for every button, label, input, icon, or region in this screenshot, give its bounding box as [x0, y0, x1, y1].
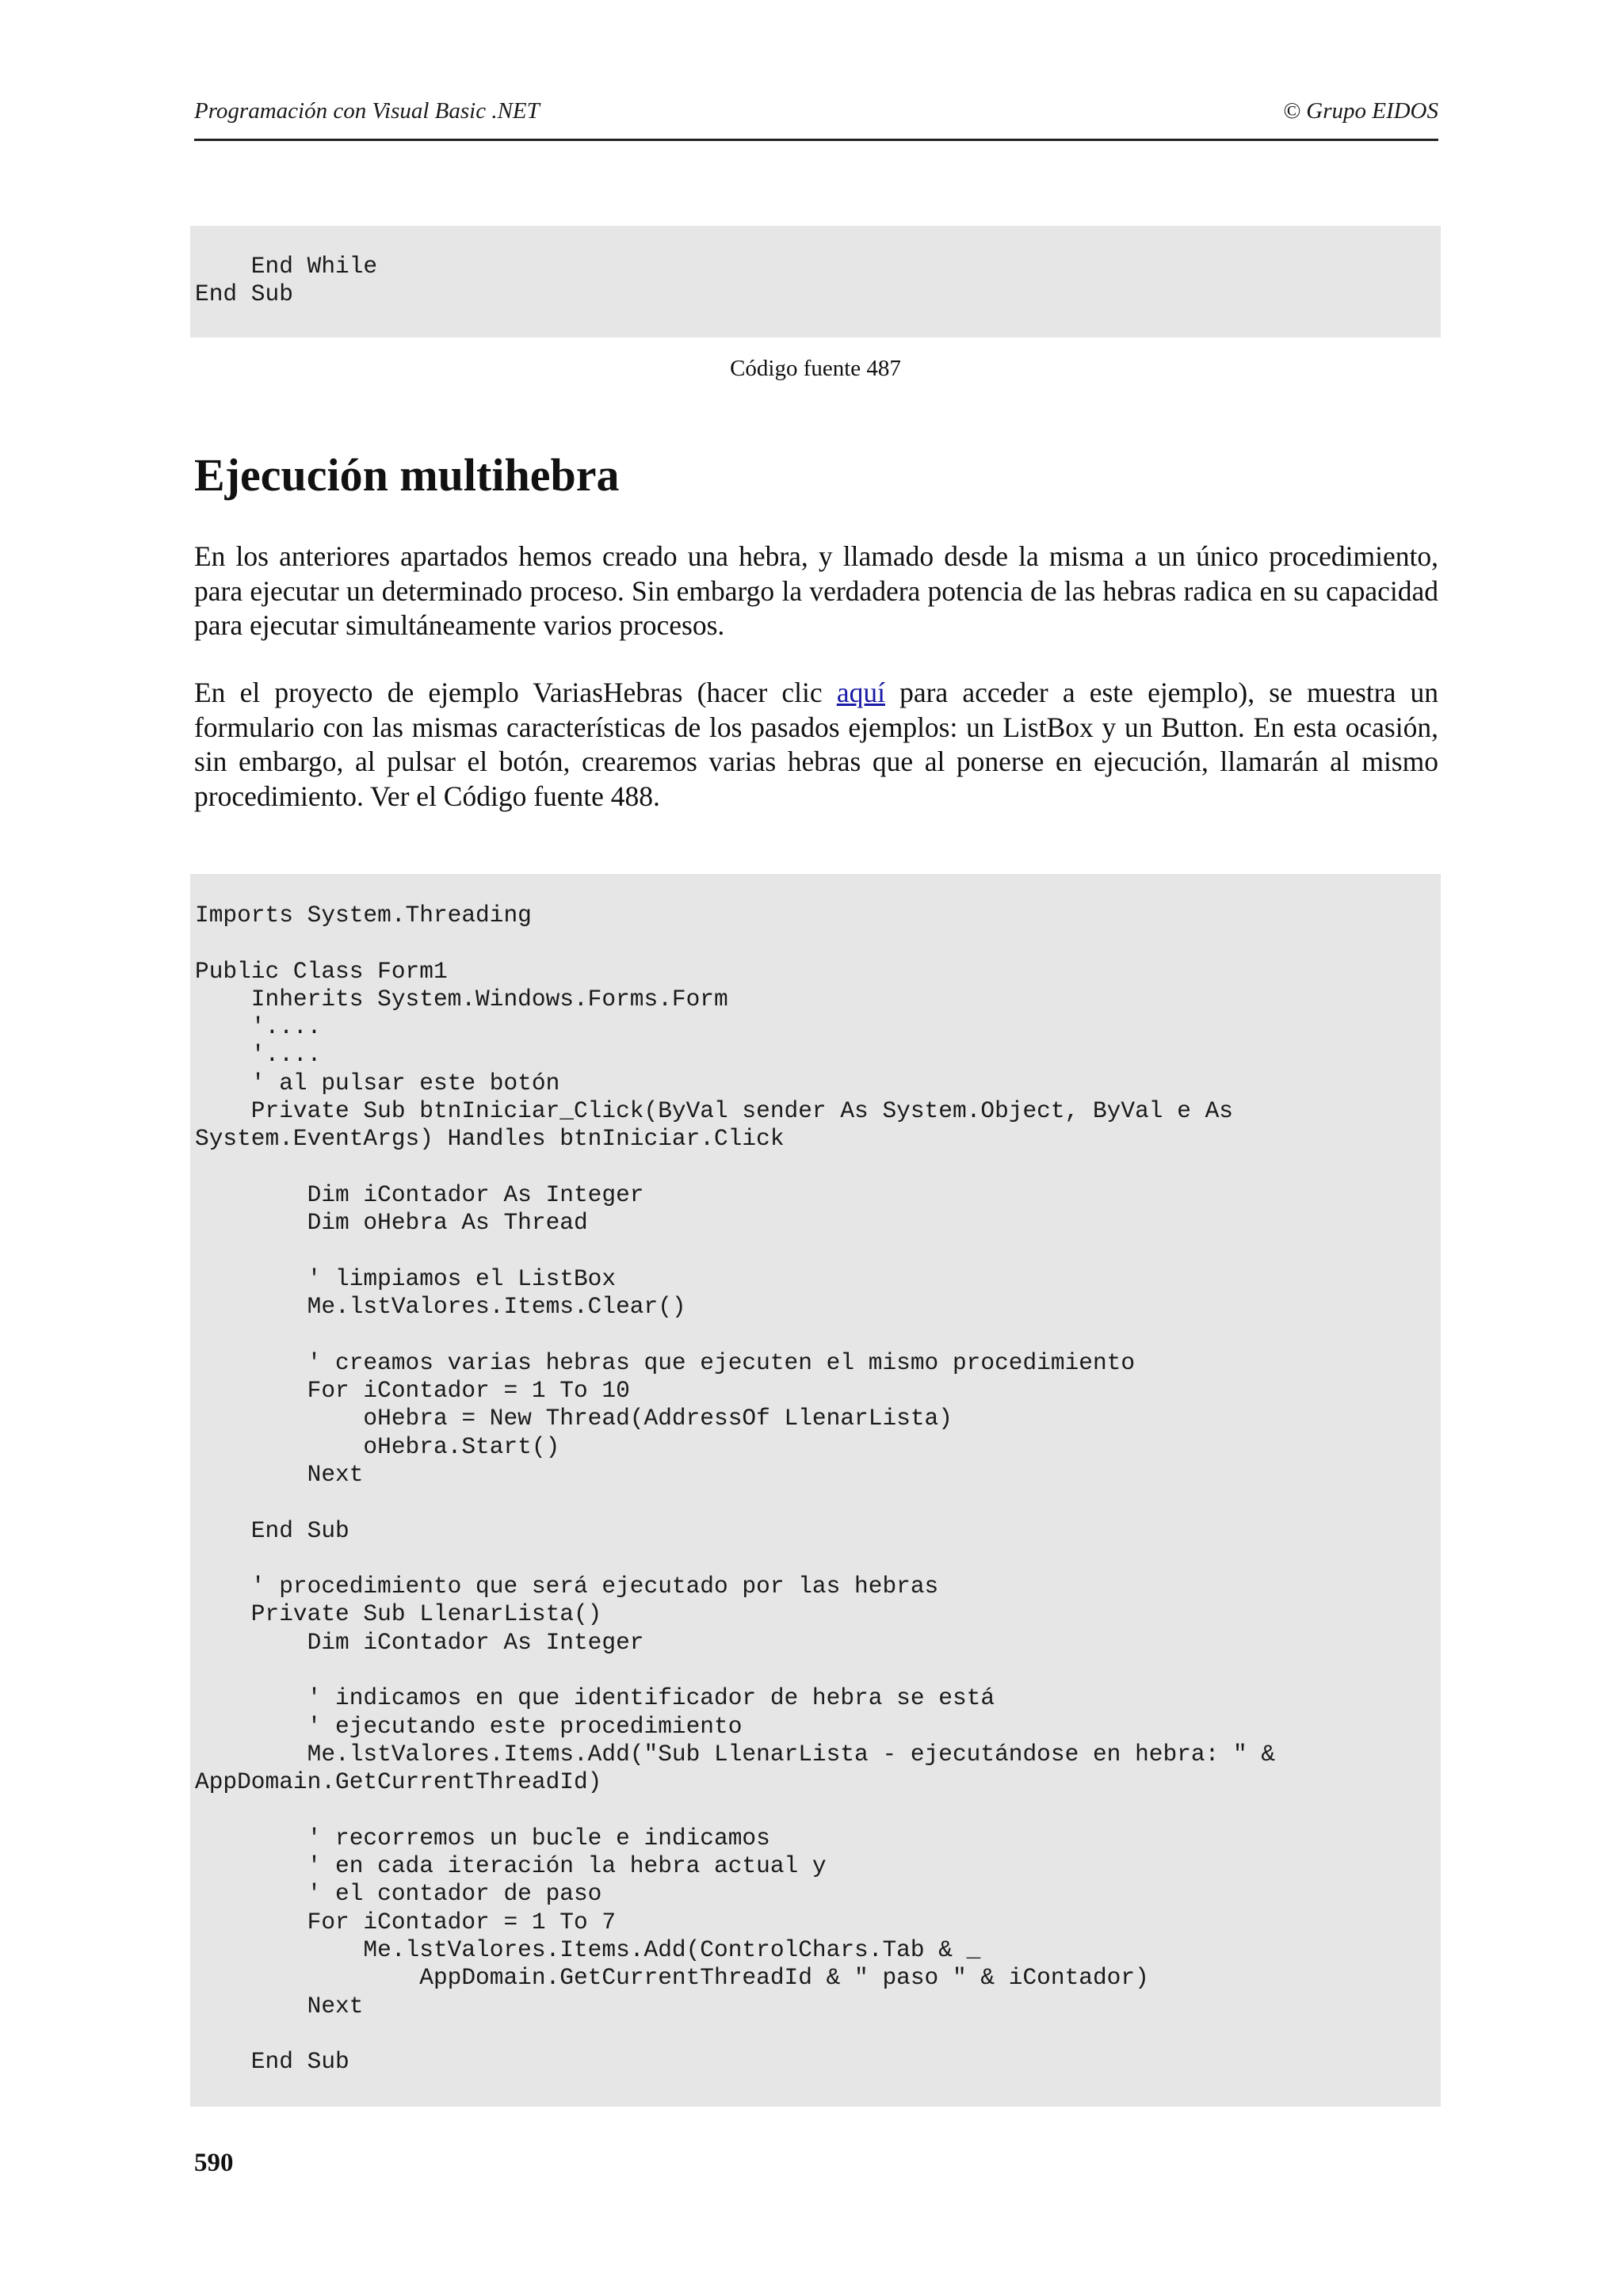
page-header	[194, 93, 1438, 141]
paragraph-text-after-link: para acceder a este ejemplo), se muestra un formulario con las mismas características de los pasados ejemplos: un ListBox y un Button. En esta ocasión, sin embargo, al pulsar el botón, crearemos varias hebras que al ponerse en ejecución, llamarán al mismo procedimiento. Ver el Código fuente 488.	[194, 677, 1439, 812]
page-number: 590	[194, 2149, 234, 2177]
code-block-487	[190, 226, 1441, 338]
body-paragraph: En los anteriores apartados hemos creado una hebra, y llamado desde la misma a un único procedimiento, para ejecutar un determinado proceso. Sin embargo la verdadera potencia de las hebras radica en su capacidad para ejecutar simultáneamente varios procesos.	[194, 540, 1438, 641]
body-paragraph-with-link	[194, 676, 1438, 814]
example-link[interactable]: aquí	[836, 677, 885, 708]
code-block-488	[190, 874, 1441, 2107]
code-text: Imports System.Threading Public Class Form1 Inherits System.Windows.Forms.Form '.... '.... ' al pulsar este botón Private Sub btnIniciar_Click(ByVal sender As System.Object, ByVal e As System.EventArgs) Handles btnIniciar.Click Dim iContador As Integer Dim oHebra As Thread ' limpiamos el ListBox Me.lstValores.Items.Clear() ' creamos varias hebras que ejecuten el mismo procedimiento For iContador = 1 To 10 oHebra = New Thread(AddressOf LlenarLista) oHebra.Start() Next End Sub ' procedimiento que será ejecutado por las hebras Private Sub LlenarLista() Dim iContador As Integer ' indicamos en que identificador de hebra se está ' ejecutando este procedimiento Me.lstValores.Items.Add("Sub LlenarLista - ejecutándose en hebra: " & AppDomain.GetCurrentThreadId) ' recorremos un bucle e indicamos ' en cada iteración la hebra actual y ' el contador de paso For iContador = 1 To 7 Me.lstValores.Items.Add(ControlChars.Tab & _ AppDomain.GetCurrentThreadId & " paso " & iContador) Next End Sub	[195, 902, 1276, 2076]
header-book-title: Programación con Visual Basic .NET	[194, 98, 540, 124]
code-caption-487: Código fuente 487	[730, 356, 901, 381]
paragraph-text-before-link: En el proyecto de ejemplo VariasHebras (hacer clic	[194, 677, 837, 708]
code-text: End While End Sub	[195, 253, 378, 308]
section-title: Ejecución multihebra	[194, 449, 620, 501]
header-publisher: © Grupo EIDOS	[1282, 98, 1438, 124]
